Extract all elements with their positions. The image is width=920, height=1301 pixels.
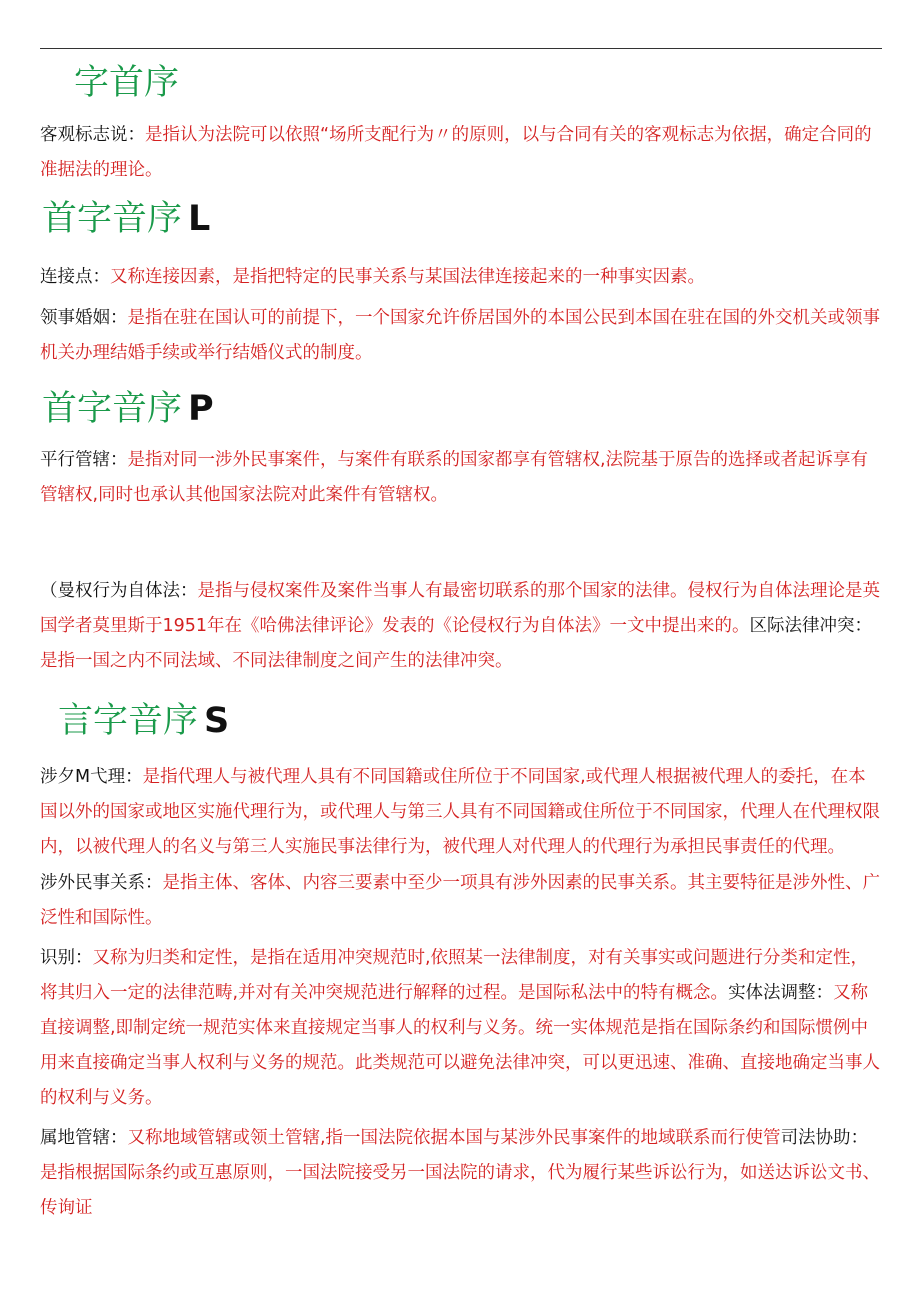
entry-term: 区际法律冲突 [749, 616, 855, 636]
entry-term: 涉夕M弋理 [40, 767, 126, 787]
section-heading: 字首序 [74, 63, 180, 103]
entry-definition: 是指一国之内不同法域、不同法律制度之间产生的法律冲突。 [40, 651, 513, 671]
glossary-entry: 识别：又称为归类和定性，是指在适用冲突规范时,依照某一法律制度，对有关事实或问题进行分类和定性，将其归入一定的法律范畴,并对有关冲突规范进行解释的过程。是国际私法中的特有概念。实体法调整：又称直接调整,即制定统一规范实体来直接规定当事人的权利与义务。统一实体规范是指在国际条约和国际惯例中用来直接确定当事人权利与义务的规范。此类规范可以避免法律冲突，可以更迅速、准确、直接地确定当事人的权利与义务。 [40, 948, 880, 1108]
glossary-entry: 平行管辖：是指对同一涉外民事案件，与案件有联系的国家都享有管辖权,法院基于原告的选择或者起诉享有管辖权,同时也承认其他国家法院对此案件有管辖权。 [40, 450, 869, 505]
entry-definition: 又称地域管辖或领土管辖,指一国法院依据本国与某涉外民事案件的地域联系而行使管 [127, 1128, 781, 1148]
section-letter: S [204, 701, 230, 741]
glossary-entry: （曼权行为自体法：是指与侵权案件及案件当事人有最密切联系的那个国家的法律。侵权行为自体法理论是英国学者莫里斯于1951年在《哈佛法律评论》发表的《论侵权行为自体法》一文中提出来的。区际法律冲突：是指一国之内不同法域、不同法律制度之间产生的法律冲突。 [40, 581, 880, 671]
entry-definition: 又称直接调整,即制定统一规范实体来直接规定当事人的权利与义务。统一实体规范是指在国际条约和国际惯例中用来直接确定当事人权利与义务的规范。此类规范可以避免法律冲突，可以更迅速、准确、直接地确定当事人的权利与义务。 [40, 983, 880, 1108]
section-letter: P [188, 389, 214, 429]
entry-term: 领事婚姻 [40, 308, 110, 328]
entry-term: 连接点 [40, 267, 93, 287]
entry-term: 涉外民事关系 [40, 873, 145, 893]
entry-definition: 是指代理人与被代理人具有不同国籍或住所位于不同国家,或代理人根据被代理人的委托，在本国以外的国家或地区实施代理行为，或代理人与第三人具有不同国籍或住所位于不同国家，代理人在代理权限内，以被代理人的名义与第三人实施民事法律行为，被代理人对代理人的代理行为承担民事责任的代理。 [40, 767, 880, 857]
entry-term: 客观标志说 [40, 125, 128, 145]
glossary-entry: 涉外民事关系：是指主体、客体、内容三要素中至少一项具有涉外因素的民事关系。其主要特征是涉外性、广泛性和国际性。 [40, 873, 880, 928]
glossary-entry: 领事婚姻：是指在驻在国认可的前提下，一个国家允许侨居国外的本国公民到本国在驻在国的外交机关或领事机关办理结婚手续或举行结婚仪式的制度。 [40, 308, 880, 363]
glossary-entry: 属地管辖：又称地域管辖或领土管辖,指一国法院依据本国与某涉外民事案件的地域联系而行使管司法协助：是指根据国际条约或互惠原则，一国法院接受另一国法院的请求，代为履行某些诉讼行为，如送达诉讼文书、传询证 [40, 1128, 880, 1218]
glossary-entry: 连接点：又称连接因素，是指把特定的民事关系与某国法律连接起来的一种事实因素。 [40, 267, 705, 287]
glossary-entry: 客观标志说：是指认为法院可以依照“场所支配行为〃的原则，以与合同有关的客观标志为依据，确定合同的准据法的理论。 [40, 125, 872, 180]
section-heading: 首字音序 P [42, 389, 214, 429]
entry-term: 属地管辖 [40, 1128, 110, 1148]
section-heading: 首字音序 L [42, 199, 211, 239]
entry-definition: 是指与侵权案件及案件当事人有最密切联系的那个国家的法律。侵权行为自体法理论是英国学者莫里斯于1951年在《哈佛法律评论》发表的《论侵权行为自体法》一文中提出来的。 [40, 581, 880, 636]
entry-definition: 是指主体、客体、内容三要素中至少一项具有涉外因素的民事关系。其主要特征是涉外性、广泛性和国际性。 [40, 873, 880, 928]
entry-term: 实体法调整 [728, 983, 816, 1003]
entry-term: 平行管辖 [40, 450, 110, 470]
entry-definition: 是指对同一涉外民事案件，与案件有联系的国家都享有管辖权,法院基于原告的选择或者起诉享有管辖权,同时也承认其他国家法院对此案件有管辖权。 [40, 450, 869, 505]
entry-definition: 是指在驻在国认可的前提下，一个国家允许侨居国外的本国公民到本国在驻在国的外交机关或领事机关办理结婚手续或举行结婚仪式的制度。 [40, 308, 880, 363]
entry-definition: 又称为归类和定性，是指在适用冲突规范时,依照某一法律制度，对有关事实或问题进行分类和定性，将其归入一定的法律范畴,并对有关冲突规范进行解释的过程。是国际私法中的特有概念。 [40, 948, 869, 1003]
entry-definition: 又称连接因素，是指把特定的民事关系与某国法律连接起来的一种事实因素。 [110, 267, 705, 287]
section-heading: 言字音序 S [58, 701, 230, 741]
glossary-entry: 涉夕M弋理：是指代理人与被代理人具有不同国籍或住所位于不同国家,或代理人根据被代理人的委托，在本国以外的国家或地区实施代理行为，或代理人与第三人具有不同国籍或住所位于不同国家，代理人在代理权限内，以被代理人的名义与第三人实施民事法律行为，被代理人对代理人的代理行为承担民事责任的代理。 [40, 767, 880, 857]
entry-definition: 是指根据国际条约或互惠原则，一国法院接受另一国法院的请求，代为履行某些诉讼行为，如送达诉讼文书、传询证 [40, 1163, 880, 1218]
section-letter: L [188, 199, 211, 239]
entry-term: （曼权行为自体法 [40, 581, 180, 601]
entry-term: 识别 [40, 948, 75, 968]
top-rule [40, 48, 882, 49]
entry-term: 司法协助 [780, 1128, 851, 1148]
entry-definition: 是指认为法院可以依照“场所支配行为〃的原则，以与合同有关的客观标志为依据，确定合同的准据法的理论。 [40, 125, 872, 180]
